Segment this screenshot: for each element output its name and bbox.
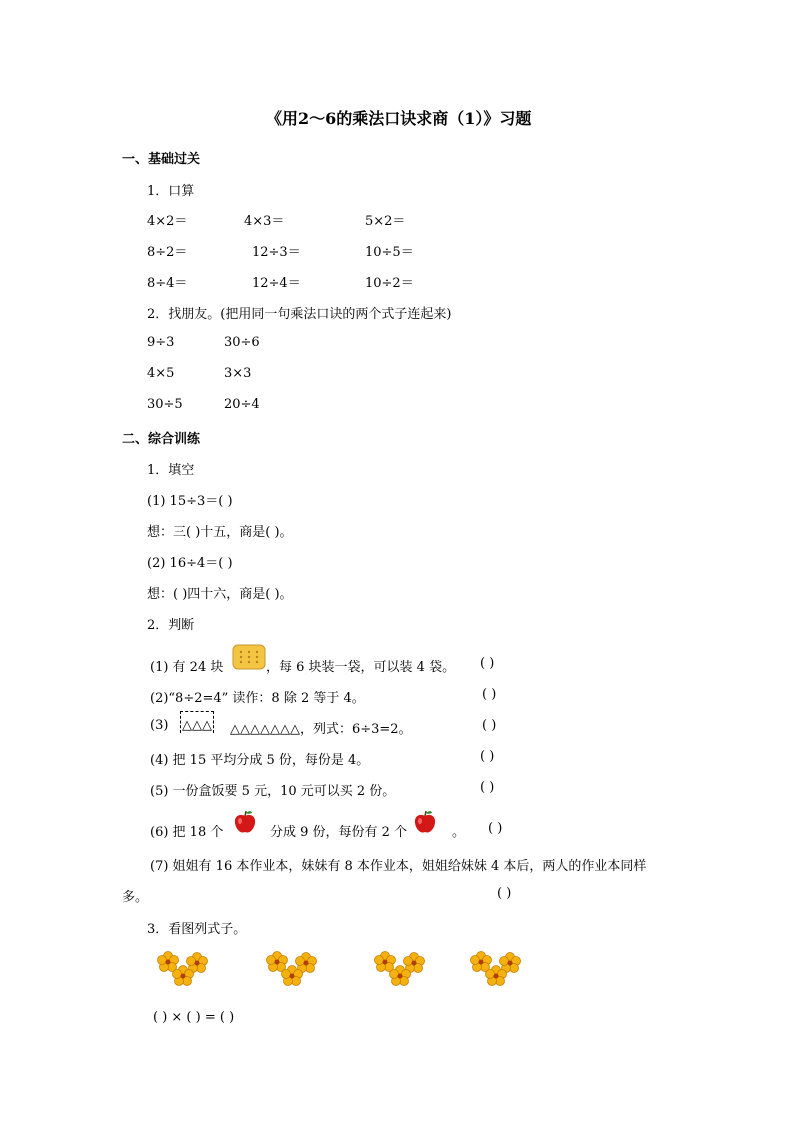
judge-answer-paren[interactable]: ( ): [480, 780, 495, 795]
fill-item-2-think[interactable]: 想：( )四十六，商是( )。: [147, 587, 293, 602]
judge-item-1-pre: (1) 有 24 块: [150, 660, 224, 675]
judge-item-5: (5) 一份盒饭要 5 元，10 元可以买 2 份。: [150, 784, 396, 799]
judge-item-6-mid: 分成 9 份，每份有 2 个: [270, 825, 408, 840]
judge-item-7-line1: (7) 姐姐有 16 本作业本，妹妹有 8 本作业本，姐姐给妹妹 4 本后，两人的作业本同样: [150, 859, 647, 874]
q2-label: 2．找朋友。(把用同一句乘法口诀的两个式子连起来): [147, 307, 452, 322]
flower-group-icon: [266, 951, 322, 989]
calc-item: 5×2＝: [365, 214, 406, 229]
judge-item-3-post: △△△△△△△，列式：6÷3=2。: [230, 722, 412, 737]
section-2-heading: 二、综合训练: [122, 432, 201, 447]
judge-item-1-post: ，每 6 块装一袋，可以装 4 袋。: [266, 660, 456, 675]
calc-item: 4×2＝: [147, 214, 188, 229]
fill-label: 1．填空: [147, 463, 195, 478]
judge-answer-paren[interactable]: ( ): [482, 687, 497, 702]
match-left-item[interactable]: 30÷5: [147, 397, 183, 412]
apple-icon: [232, 809, 258, 835]
match-right-item[interactable]: 30÷6: [224, 335, 260, 350]
judge-answer-paren[interactable]: ( ): [497, 886, 512, 901]
picture-formula-label: 3．看图列式子。: [147, 922, 247, 937]
judge-answer-paren[interactable]: ( ): [482, 718, 497, 733]
judge-item-6-post: 。: [452, 825, 466, 840]
judge-label: 2．判断: [147, 618, 195, 633]
q1-label: 1．口算: [147, 184, 195, 199]
flower-group-icon: [374, 951, 430, 989]
calc-item: 10÷2＝: [365, 276, 414, 291]
calc-item: 4×3＝: [244, 214, 285, 229]
judge-answer-paren[interactable]: ( ): [480, 749, 495, 764]
calc-item: 8÷2＝: [147, 245, 188, 260]
calc-item: 12÷3＝: [252, 245, 301, 260]
match-right-item[interactable]: 20÷4: [224, 397, 260, 412]
match-left-item[interactable]: 9÷3: [147, 335, 175, 350]
judge-item-2: (2)“8÷2=4” 读作：8 除 2 等于 4。: [150, 691, 365, 706]
judge-answer-paren[interactable]: ( ): [480, 656, 495, 671]
page-title: 《用2～6的乘法口诀求商（1）》习题: [266, 109, 532, 128]
flower-group-icon: [157, 951, 213, 989]
flower-group-icon: [470, 951, 526, 989]
judge-item-7-line2: 多。: [122, 890, 149, 905]
calc-item: 10÷5＝: [365, 245, 414, 260]
cracker-icon: [232, 644, 266, 670]
fill-item-1[interactable]: (1) 15÷3＝( ): [147, 494, 233, 509]
fill-item-1-think[interactable]: 想：三( )十五，商是( )。: [147, 525, 293, 540]
judge-item-6-pre: (6) 把 18 个: [150, 825, 224, 840]
picture-formula[interactable]: ( ) × ( ) = ( ): [153, 1010, 235, 1025]
section-1-heading: 一、基础过关: [122, 152, 201, 167]
judge-item-3-pre: (3): [150, 718, 169, 733]
calc-item: 8÷4＝: [147, 276, 188, 291]
fill-item-2[interactable]: (2) 16÷4＝( ): [147, 556, 233, 571]
judge-item-4: (4) 把 15 平均分成 5 份，每份是 4。: [150, 753, 370, 768]
apple-icon: [412, 809, 438, 835]
match-right-item[interactable]: 3×3: [224, 366, 252, 381]
judge-answer-paren[interactable]: ( ): [488, 821, 503, 836]
calc-item: 12÷4＝: [252, 276, 301, 291]
match-left-item[interactable]: 4×5: [147, 366, 175, 381]
triangle-group-box: △△△: [180, 711, 214, 733]
